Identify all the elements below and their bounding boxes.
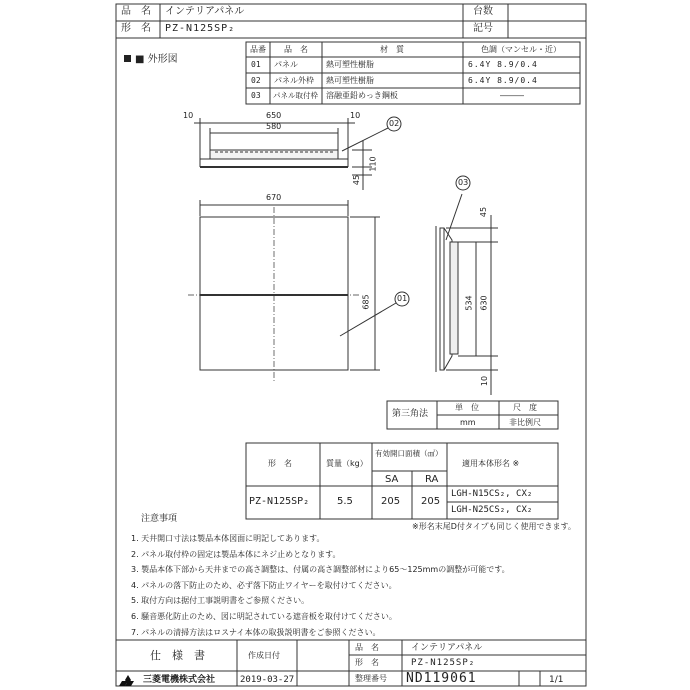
spec-model-header: 形 名	[268, 459, 292, 468]
dim-685: 685	[361, 294, 371, 310]
parts-row-1-material: 熱可塑性樹脂	[326, 60, 374, 69]
mark-label: 記号	[473, 23, 493, 34]
note-item: 2. パネル取付枠の固定は製品本体にネジ止めとなります。	[131, 549, 341, 559]
dim-top-right-10: 10	[350, 111, 361, 120]
unit-label: 単 位	[455, 403, 479, 412]
spec-applicable-header: 適用本体形名 ※	[462, 459, 520, 468]
parts-row-1-no: 01	[251, 60, 261, 69]
dim-670: 670	[266, 193, 282, 202]
parts-row-2-no: 02	[251, 76, 261, 85]
callout-01: 01	[397, 294, 408, 303]
spec-sa-value: 205	[381, 496, 401, 507]
spec-sheet-title: 仕 様 書	[150, 649, 205, 662]
product-name-label: 品 名	[121, 6, 151, 17]
footer-model-label: 形 名	[355, 658, 379, 667]
unit-value: mm	[460, 418, 476, 427]
parts-row-3-name: パネル取付枠	[273, 91, 318, 100]
date-value: 2019-03-27	[240, 675, 295, 685]
model-value: PZ-N125SP₂	[165, 23, 236, 34]
footer-product-label: 品 名	[355, 643, 379, 652]
projection-method: 第三角法	[392, 409, 429, 419]
dim-45-top: 45	[352, 174, 362, 186]
callout-02: 02	[389, 119, 400, 128]
notes-title: 注意事項	[141, 514, 178, 524]
dim-580: 580	[266, 122, 282, 131]
spec-opening-header: 有効開口面積（㎠）	[375, 449, 443, 458]
parts-row-3-color: ―――	[500, 91, 524, 100]
parts-row-1-name: パネル	[274, 60, 298, 69]
note-item: 4. パネルの落下防止のため、必ず落下防止ワイヤーを取付けてください。	[131, 580, 397, 590]
footer-model-value: PZ-N125SP₂	[411, 658, 476, 668]
note-item: 5. 取付方向は据付工事説明書をご参照ください。	[131, 596, 310, 606]
spec-ra-value: 205	[421, 496, 441, 507]
parts-row-1-color: 6.4Y 8.9/0.4	[468, 60, 538, 69]
company-name: 三菱電機株式会社	[143, 675, 216, 685]
dim-110: 110	[368, 156, 378, 172]
count-label: 台数	[473, 6, 493, 17]
note-item: 3. 製品本体下部から天井までの高さ調整は、付属の高さ調整部材により65～125mmの調整が可能です。	[131, 565, 510, 575]
dim-630: 630	[479, 295, 489, 311]
note-item: 6. 騒音悪化防止のため、図に明記されている遮音板を取付けてください。	[131, 611, 397, 621]
notes-list	[131, 531, 581, 640]
parts-row-2-material: 熱可塑性樹脂	[326, 76, 374, 85]
dim-534: 534	[464, 295, 474, 311]
parts-row-2-name: パネル外枠	[274, 76, 314, 85]
page-number: 1/1	[549, 675, 564, 685]
doc-no-label: 整理番号	[355, 674, 387, 683]
parts-row-3-material: 溶融亜鉛めっき鋼板	[326, 91, 398, 100]
parts-header-name: 品 名	[284, 45, 308, 54]
model-label: 形 名	[121, 23, 151, 34]
product-name-value: インテリアパネル	[165, 6, 245, 17]
spec-mass-value: 5.5	[337, 496, 353, 507]
spec-footnote: ※形名末尾D付タイプも同じく使用できます。	[412, 522, 576, 531]
dim-650: 650	[266, 111, 282, 120]
scale-value: 非比例尺	[509, 418, 541, 427]
note-item: 1. 天井開口寸法は製品本体図面に明記してあります。	[131, 534, 325, 543]
dim-top-left-10: 10	[183, 111, 194, 120]
parts-header-color: 色調（マンセル・近）	[481, 45, 561, 54]
doc-no-value: ND119061	[406, 671, 477, 686]
spec-ra-header: RA	[425, 474, 439, 485]
scale-label: 尺 度	[513, 403, 537, 412]
spec-applicable-1: LGH-N15CS₂, CX₂	[451, 489, 533, 499]
outline-title: ■ 外形図	[135, 54, 178, 65]
footer-product-value: インテリアパネル	[411, 643, 483, 653]
spec-applicable-2: LGH-N25CS₂, CX₂	[451, 505, 533, 515]
callout-03: 03	[458, 178, 469, 187]
dim-10-side: 10	[480, 375, 490, 387]
spec-sa-header: SA	[385, 474, 399, 485]
date-label: 作成日付	[248, 651, 280, 660]
parts-row-3-no: 03	[251, 91, 261, 100]
note-item: 7. パネルの清掃方法はロスナイ本体の取扱説明書をご参照ください。	[131, 627, 381, 637]
spec-mass-header: 質量（kg）	[326, 459, 368, 468]
spec-model-value: PZ-N125SP₂	[249, 496, 310, 507]
parts-row-2-color: 6.4Y 8.9/0.4	[468, 76, 538, 85]
parts-header-material: 材 質	[380, 45, 404, 54]
parts-header-no: 品番	[250, 45, 266, 54]
dim-45-side: 45	[479, 206, 489, 218]
